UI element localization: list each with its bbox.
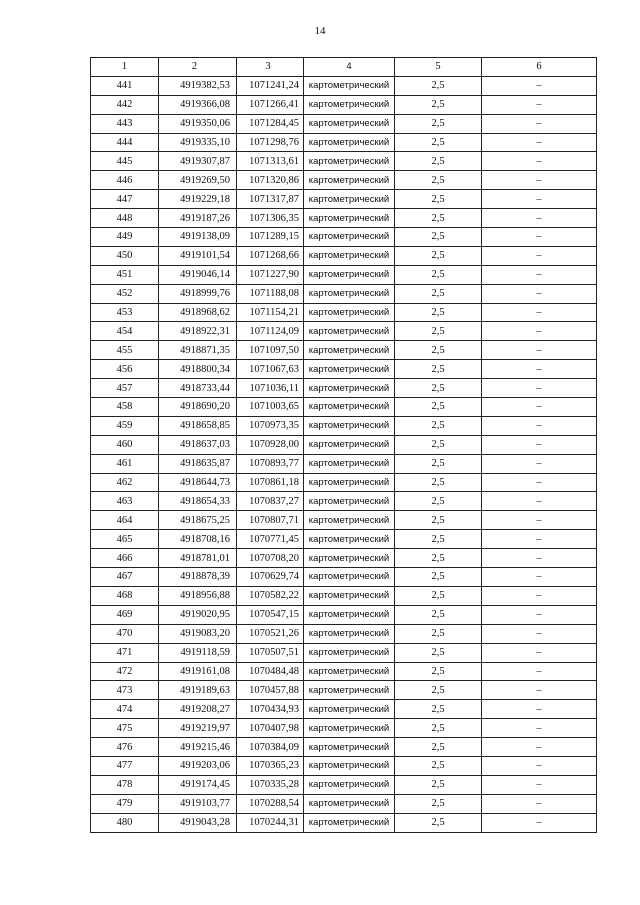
point-number-cell: 472 — [91, 662, 159, 681]
accuracy-cell: 2,5 — [395, 228, 482, 247]
x-coordinate-cell: 4919219,97 — [159, 719, 237, 738]
method-cell: картометрический — [304, 662, 395, 681]
table-row — [91, 398, 597, 417]
y-coordinate-cell: 1071266,41 — [237, 95, 304, 114]
y-coordinate-cell: 1071284,45 — [237, 114, 304, 133]
accuracy-cell: 2,5 — [395, 624, 482, 643]
column-header-6: 6 — [482, 58, 597, 77]
point-number-cell: 450 — [91, 246, 159, 265]
point-number-cell: 471 — [91, 643, 159, 662]
note-cell: – — [482, 190, 597, 209]
point-number-cell: 466 — [91, 549, 159, 568]
column-header-3: 3 — [237, 58, 304, 77]
y-coordinate-cell: 1070771,45 — [237, 530, 304, 549]
table-row — [91, 794, 597, 813]
x-coordinate-cell: 4919208,27 — [159, 700, 237, 719]
accuracy-cell: 2,5 — [395, 775, 482, 794]
note-cell: – — [482, 568, 597, 587]
accuracy-cell: 2,5 — [395, 152, 482, 171]
table-row — [91, 133, 597, 152]
table-header — [91, 58, 597, 77]
y-coordinate-cell: 1071003,65 — [237, 398, 304, 417]
y-coordinate-cell: 1070365,23 — [237, 756, 304, 775]
accuracy-cell: 2,5 — [395, 700, 482, 719]
y-coordinate-cell: 1070547,15 — [237, 605, 304, 624]
note-cell: – — [482, 322, 597, 341]
accuracy-cell: 2,5 — [395, 265, 482, 284]
method-cell: картометрический — [304, 473, 395, 492]
table-row — [91, 454, 597, 473]
point-number-cell: 477 — [91, 756, 159, 775]
point-number-cell: 458 — [91, 398, 159, 417]
x-coordinate-cell: 4919101,54 — [159, 246, 237, 265]
method-cell: картометрический — [304, 284, 395, 303]
column-header-2: 2 — [159, 58, 237, 77]
x-coordinate-cell: 4919174,45 — [159, 775, 237, 794]
method-cell: картометрический — [304, 152, 395, 171]
note-cell: – — [482, 209, 597, 228]
table-row — [91, 738, 597, 757]
note-cell: – — [482, 435, 597, 454]
table-row — [91, 511, 597, 530]
x-coordinate-cell: 4919215,46 — [159, 738, 237, 757]
note-cell: – — [482, 95, 597, 114]
table-row — [91, 209, 597, 228]
x-coordinate-cell: 4918781,01 — [159, 549, 237, 568]
y-coordinate-cell: 1070484,48 — [237, 662, 304, 681]
table-row — [91, 190, 597, 209]
method-cell: картометрический — [304, 341, 395, 360]
accuracy-cell: 2,5 — [395, 738, 482, 757]
table-row — [91, 341, 597, 360]
table-row — [91, 95, 597, 114]
point-number-cell: 452 — [91, 284, 159, 303]
accuracy-cell: 2,5 — [395, 605, 482, 624]
point-number-cell: 454 — [91, 322, 159, 341]
method-cell: картометрический — [304, 246, 395, 265]
point-number-cell: 451 — [91, 265, 159, 284]
table-row — [91, 643, 597, 662]
accuracy-cell: 2,5 — [395, 171, 482, 190]
x-coordinate-cell: 4918637,03 — [159, 435, 237, 454]
y-coordinate-cell: 1070434,93 — [237, 700, 304, 719]
table-row — [91, 303, 597, 322]
method-cell: картометрический — [304, 738, 395, 757]
accuracy-cell: 2,5 — [395, 492, 482, 511]
accuracy-cell: 2,5 — [395, 284, 482, 303]
note-cell: – — [482, 341, 597, 360]
method-cell: картометрический — [304, 303, 395, 322]
x-coordinate-cell: 4919138,09 — [159, 228, 237, 247]
x-coordinate-cell: 4918635,87 — [159, 454, 237, 473]
x-coordinate-cell: 4918733,44 — [159, 379, 237, 398]
method-cell: картометрический — [304, 813, 395, 832]
accuracy-cell: 2,5 — [395, 719, 482, 738]
y-coordinate-cell: 1071268,66 — [237, 246, 304, 265]
header-row — [91, 58, 597, 77]
method-cell: картометрический — [304, 549, 395, 568]
method-cell: картометрический — [304, 775, 395, 794]
y-coordinate-cell: 1071298,76 — [237, 133, 304, 152]
note-cell: – — [482, 624, 597, 643]
y-coordinate-cell: 1070384,09 — [237, 738, 304, 757]
method-cell: картометрический — [304, 265, 395, 284]
note-cell: – — [482, 228, 597, 247]
table-row — [91, 662, 597, 681]
point-number-cell: 459 — [91, 416, 159, 435]
x-coordinate-cell: 4919020,95 — [159, 605, 237, 624]
note-cell: – — [482, 794, 597, 813]
table-row — [91, 114, 597, 133]
x-coordinate-cell: 4918675,25 — [159, 511, 237, 530]
note-cell: – — [482, 133, 597, 152]
point-number-cell: 461 — [91, 454, 159, 473]
method-cell: картометрический — [304, 379, 395, 398]
note-cell: – — [482, 265, 597, 284]
note-cell: – — [482, 775, 597, 794]
point-number-cell: 447 — [91, 190, 159, 209]
method-cell: картометрический — [304, 624, 395, 643]
note-cell: – — [482, 700, 597, 719]
x-coordinate-cell: 4918658,85 — [159, 416, 237, 435]
method-cell: картометрический — [304, 794, 395, 813]
x-coordinate-cell: 4919043,28 — [159, 813, 237, 832]
y-coordinate-cell: 1070861,18 — [237, 473, 304, 492]
point-number-cell: 462 — [91, 473, 159, 492]
method-cell: картометрический — [304, 435, 395, 454]
method-cell: картометрический — [304, 681, 395, 700]
accuracy-cell: 2,5 — [395, 379, 482, 398]
note-cell: – — [482, 719, 597, 738]
x-coordinate-cell: 4918968,62 — [159, 303, 237, 322]
accuracy-cell: 2,5 — [395, 549, 482, 568]
note-cell: – — [482, 643, 597, 662]
table-row — [91, 719, 597, 738]
point-number-cell: 446 — [91, 171, 159, 190]
note-cell: – — [482, 492, 597, 511]
point-number-cell: 456 — [91, 360, 159, 379]
note-cell: – — [482, 662, 597, 681]
table-row — [91, 681, 597, 700]
accuracy-cell: 2,5 — [395, 190, 482, 209]
accuracy-cell: 2,5 — [395, 511, 482, 530]
y-coordinate-cell: 1071317,87 — [237, 190, 304, 209]
x-coordinate-cell: 4919187,26 — [159, 209, 237, 228]
table-row — [91, 171, 597, 190]
method-cell: картометрический — [304, 511, 395, 530]
method-cell: картометрический — [304, 586, 395, 605]
table-row — [91, 228, 597, 247]
accuracy-cell: 2,5 — [395, 416, 482, 435]
method-cell: картометрический — [304, 76, 395, 95]
point-number-cell: 480 — [91, 813, 159, 832]
x-coordinate-cell: 4919382,53 — [159, 76, 237, 95]
x-coordinate-cell: 4919161,08 — [159, 662, 237, 681]
point-number-cell: 476 — [91, 738, 159, 757]
y-coordinate-cell: 1070407,98 — [237, 719, 304, 738]
point-number-cell: 473 — [91, 681, 159, 700]
y-coordinate-cell: 1071124,09 — [237, 322, 304, 341]
y-coordinate-cell: 1071067,63 — [237, 360, 304, 379]
method-cell: картометрический — [304, 492, 395, 511]
note-cell: – — [482, 605, 597, 624]
accuracy-cell: 2,5 — [395, 95, 482, 114]
y-coordinate-cell: 1071320,86 — [237, 171, 304, 190]
method-cell: картометрический — [304, 719, 395, 738]
note-cell: – — [482, 398, 597, 417]
x-coordinate-cell: 4918644,73 — [159, 473, 237, 492]
method-cell: картометрический — [304, 454, 395, 473]
y-coordinate-cell: 1070893,77 — [237, 454, 304, 473]
table-row — [91, 775, 597, 794]
accuracy-cell: 2,5 — [395, 530, 482, 549]
note-cell: – — [482, 360, 597, 379]
x-coordinate-cell: 4919203,06 — [159, 756, 237, 775]
point-number-cell: 445 — [91, 152, 159, 171]
column-header-1: 1 — [91, 58, 159, 77]
point-number-cell: 467 — [91, 568, 159, 587]
y-coordinate-cell: 1070928,00 — [237, 435, 304, 454]
point-number-cell: 470 — [91, 624, 159, 643]
column-header-4: 4 — [304, 58, 395, 77]
y-coordinate-cell: 1070837,27 — [237, 492, 304, 511]
page-number: 14 — [314, 25, 326, 37]
note-cell: – — [482, 549, 597, 568]
x-coordinate-cell: 4919083,20 — [159, 624, 237, 643]
table-row — [91, 756, 597, 775]
note-cell: – — [482, 530, 597, 549]
note-cell: – — [482, 511, 597, 530]
y-coordinate-cell: 1071241,24 — [237, 76, 304, 95]
point-number-cell: 442 — [91, 95, 159, 114]
method-cell: картометрический — [304, 228, 395, 247]
y-coordinate-cell: 1070708,20 — [237, 549, 304, 568]
x-coordinate-cell: 4918708,16 — [159, 530, 237, 549]
accuracy-cell: 2,5 — [395, 114, 482, 133]
table-row — [91, 700, 597, 719]
method-cell: картометрический — [304, 95, 395, 114]
table-row — [91, 813, 597, 832]
x-coordinate-cell: 4918800,34 — [159, 360, 237, 379]
table-row — [91, 152, 597, 171]
x-coordinate-cell: 4918654,33 — [159, 492, 237, 511]
point-number-cell: 443 — [91, 114, 159, 133]
y-coordinate-cell: 1070244,31 — [237, 813, 304, 832]
accuracy-cell: 2,5 — [395, 246, 482, 265]
accuracy-cell: 2,5 — [395, 813, 482, 832]
note-cell: – — [482, 813, 597, 832]
method-cell: картометрический — [304, 171, 395, 190]
point-number-cell: 449 — [91, 228, 159, 247]
y-coordinate-cell: 1071036,11 — [237, 379, 304, 398]
note-cell: – — [482, 284, 597, 303]
y-coordinate-cell: 1070807,71 — [237, 511, 304, 530]
note-cell: – — [482, 152, 597, 171]
point-number-cell: 457 — [91, 379, 159, 398]
point-number-cell: 475 — [91, 719, 159, 738]
point-number-cell: 469 — [91, 605, 159, 624]
accuracy-cell: 2,5 — [395, 643, 482, 662]
table-row — [91, 568, 597, 587]
x-coordinate-cell: 4919366,08 — [159, 95, 237, 114]
x-coordinate-cell: 4918922,31 — [159, 322, 237, 341]
x-coordinate-cell: 4918999,76 — [159, 284, 237, 303]
method-cell: картометрический — [304, 756, 395, 775]
y-coordinate-cell: 1070507,51 — [237, 643, 304, 662]
coordinates-table — [90, 57, 597, 833]
y-coordinate-cell: 1071306,35 — [237, 209, 304, 228]
method-cell: картометрический — [304, 360, 395, 379]
method-cell: картометрический — [304, 114, 395, 133]
accuracy-cell: 2,5 — [395, 662, 482, 681]
column-header-5: 5 — [395, 58, 482, 77]
note-cell: – — [482, 681, 597, 700]
x-coordinate-cell: 4919335,10 — [159, 133, 237, 152]
y-coordinate-cell: 1071313,61 — [237, 152, 304, 171]
y-coordinate-cell: 1071289,15 — [237, 228, 304, 247]
note-cell: – — [482, 76, 597, 95]
accuracy-cell: 2,5 — [395, 398, 482, 417]
accuracy-cell: 2,5 — [395, 435, 482, 454]
x-coordinate-cell: 4919103,77 — [159, 794, 237, 813]
note-cell: – — [482, 416, 597, 435]
method-cell: картометрический — [304, 568, 395, 587]
table-row — [91, 473, 597, 492]
y-coordinate-cell: 1071227,90 — [237, 265, 304, 284]
x-coordinate-cell: 4919350,06 — [159, 114, 237, 133]
accuracy-cell: 2,5 — [395, 681, 482, 700]
x-coordinate-cell: 4918956,88 — [159, 586, 237, 605]
point-number-cell: 455 — [91, 341, 159, 360]
note-cell: – — [482, 246, 597, 265]
table-row — [91, 435, 597, 454]
accuracy-cell: 2,5 — [395, 341, 482, 360]
method-cell: картометрический — [304, 322, 395, 341]
table-row — [91, 624, 597, 643]
method-cell: картометрический — [304, 605, 395, 624]
table-row — [91, 265, 597, 284]
note-cell: – — [482, 756, 597, 775]
method-cell: картометрический — [304, 190, 395, 209]
point-number-cell: 474 — [91, 700, 159, 719]
table-row — [91, 549, 597, 568]
note-cell: – — [482, 303, 597, 322]
accuracy-cell: 2,5 — [395, 473, 482, 492]
note-cell: – — [482, 473, 597, 492]
accuracy-cell: 2,5 — [395, 794, 482, 813]
method-cell: картометрический — [304, 416, 395, 435]
y-coordinate-cell: 1070457,88 — [237, 681, 304, 700]
point-number-cell: 460 — [91, 435, 159, 454]
point-number-cell: 441 — [91, 76, 159, 95]
table-row — [91, 605, 597, 624]
table-row — [91, 416, 597, 435]
accuracy-cell: 2,5 — [395, 360, 482, 379]
y-coordinate-cell: 1071097,50 — [237, 341, 304, 360]
y-coordinate-cell: 1070582,22 — [237, 586, 304, 605]
point-number-cell: 464 — [91, 511, 159, 530]
x-coordinate-cell: 4918690,20 — [159, 398, 237, 417]
point-number-cell: 463 — [91, 492, 159, 511]
x-coordinate-cell: 4919189,63 — [159, 681, 237, 700]
point-number-cell: 478 — [91, 775, 159, 794]
note-cell: – — [482, 454, 597, 473]
accuracy-cell: 2,5 — [395, 322, 482, 341]
accuracy-cell: 2,5 — [395, 454, 482, 473]
x-coordinate-cell: 4919269,50 — [159, 171, 237, 190]
table-row — [91, 586, 597, 605]
y-coordinate-cell: 1070973,35 — [237, 416, 304, 435]
table-row — [91, 284, 597, 303]
method-cell: картометрический — [304, 209, 395, 228]
accuracy-cell: 2,5 — [395, 133, 482, 152]
table-row — [91, 246, 597, 265]
accuracy-cell: 2,5 — [395, 586, 482, 605]
note-cell: – — [482, 114, 597, 133]
accuracy-cell: 2,5 — [395, 303, 482, 322]
method-cell: картометрический — [304, 398, 395, 417]
method-cell: картометрический — [304, 643, 395, 662]
point-number-cell: 465 — [91, 530, 159, 549]
accuracy-cell: 2,5 — [395, 756, 482, 775]
note-cell: – — [482, 171, 597, 190]
x-coordinate-cell: 4919118,59 — [159, 643, 237, 662]
x-coordinate-cell: 4919307,87 — [159, 152, 237, 171]
point-number-cell: 448 — [91, 209, 159, 228]
y-coordinate-cell: 1070335,28 — [237, 775, 304, 794]
accuracy-cell: 2,5 — [395, 209, 482, 228]
table-row — [91, 360, 597, 379]
x-coordinate-cell: 4919046,14 — [159, 265, 237, 284]
table-row — [91, 322, 597, 341]
y-coordinate-cell: 1071154,21 — [237, 303, 304, 322]
method-cell: картометрический — [304, 133, 395, 152]
table-row — [91, 379, 597, 398]
y-coordinate-cell: 1070629,74 — [237, 568, 304, 587]
table-body — [91, 76, 597, 832]
point-number-cell: 468 — [91, 586, 159, 605]
method-cell: картометрический — [304, 700, 395, 719]
table-row — [91, 492, 597, 511]
note-cell: – — [482, 379, 597, 398]
point-number-cell: 453 — [91, 303, 159, 322]
accuracy-cell: 2,5 — [395, 76, 482, 95]
method-cell: картометрический — [304, 530, 395, 549]
x-coordinate-cell: 4918871,35 — [159, 341, 237, 360]
point-number-cell: 479 — [91, 794, 159, 813]
table-row — [91, 76, 597, 95]
table-row — [91, 530, 597, 549]
x-coordinate-cell: 4918878,39 — [159, 568, 237, 587]
note-cell: – — [482, 738, 597, 757]
y-coordinate-cell: 1071188,08 — [237, 284, 304, 303]
point-number-cell: 444 — [91, 133, 159, 152]
y-coordinate-cell: 1070288,54 — [237, 794, 304, 813]
y-coordinate-cell: 1070521,26 — [237, 624, 304, 643]
note-cell: – — [482, 586, 597, 605]
x-coordinate-cell: 4919229,18 — [159, 190, 237, 209]
accuracy-cell: 2,5 — [395, 568, 482, 587]
